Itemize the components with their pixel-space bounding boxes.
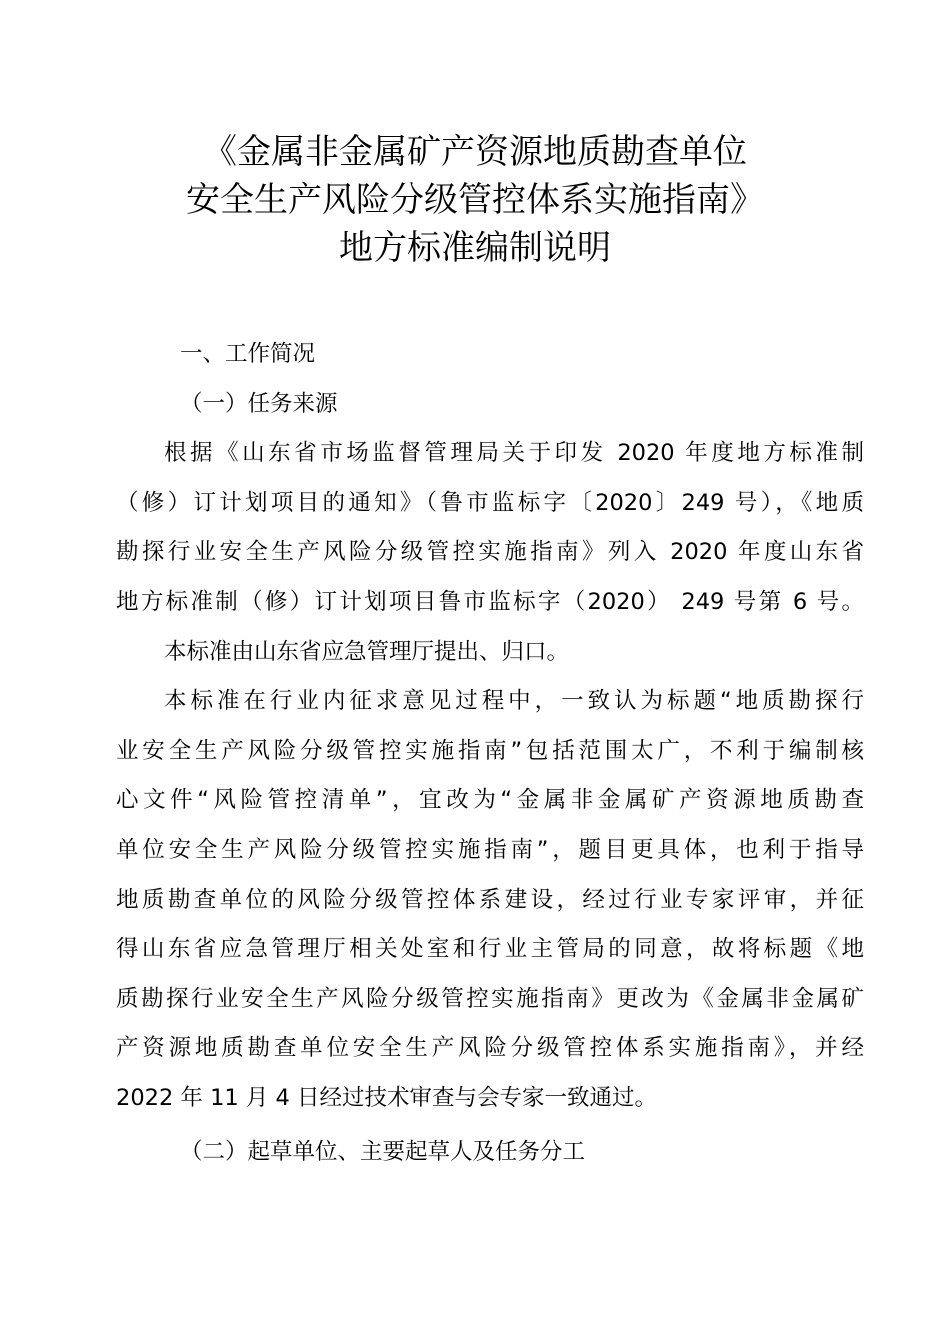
subsection-heading-drafting-units: （二）起草单位、主要起草人及任务分工 (180, 1138, 586, 1165)
paragraph-line: 勘探行业安全生产风险分级管控实施指南》列入 2020 年度山东省 (116, 539, 864, 566)
paragraph-line: 根据《山东省市场监督管理局关于印发 2020 年度地方标准制 (164, 440, 864, 467)
title-line-3: 地方标准编制说明 (339, 228, 611, 268)
paragraph-line: 本标准由山东省应急管理厅提出、归口。 (164, 638, 570, 665)
paragraph-line: 产资源地质勘查单位安全生产风险分级管控体系实施指南》，并经 (116, 1035, 864, 1062)
paragraph-line: 地质勘查单位的风险分级管控体系建设，经过行业专家评审，并征 (116, 886, 864, 913)
document-body (116, 330, 864, 1177)
paragraph-line: 单位安全生产风险分级管控实施指南”，题目更具体，也利于指导 (116, 836, 864, 863)
paragraph-line: 得山东省应急管理厅相关处室和行业主管局的同意，故将标题《地 (116, 936, 864, 963)
paragraph-line: 地方标准制（修）订计划项目鲁市监标字（2020） 249 号第 6 号。 (116, 588, 864, 615)
paragraph-line: 心文件“风险管控清单”，宜改为“金属非金属矿产资源地质勘查 (116, 787, 864, 814)
section-heading-work-overview: 一、工作简况 (180, 341, 316, 367)
paragraph-line: 2022 年 11 月 4 日经过技术审查与会专家一致通过。 (116, 1084, 657, 1111)
paragraph-line: 本标准在行业内征求意见过程中，一致认为标题“地质勘探行 (164, 688, 864, 715)
paragraph-line: 质勘探行业安全生产风险分级管控实施指南》更改为《金属非金属矿 (116, 985, 864, 1012)
subsection-heading-task-source: （一）任务来源 (180, 390, 338, 417)
document-title (0, 128, 950, 272)
title-line-1: 《金属非金属矿产资源地质勘查单位 (203, 132, 747, 172)
paragraph-task-source (116, 429, 864, 627)
paragraph-proposer (116, 628, 864, 678)
paragraph-line: （修）订计划项目的通知》（鲁市监标字〔2020〕249 号），《地质 (116, 489, 864, 516)
title-line-2: 安全生产风险分级管控体系实施指南》 (186, 180, 764, 220)
paragraph-title-change (116, 677, 864, 1123)
paragraph-line: 业安全生产风险分级管控实施指南”包括范围太广，不利于编制核 (116, 737, 864, 764)
